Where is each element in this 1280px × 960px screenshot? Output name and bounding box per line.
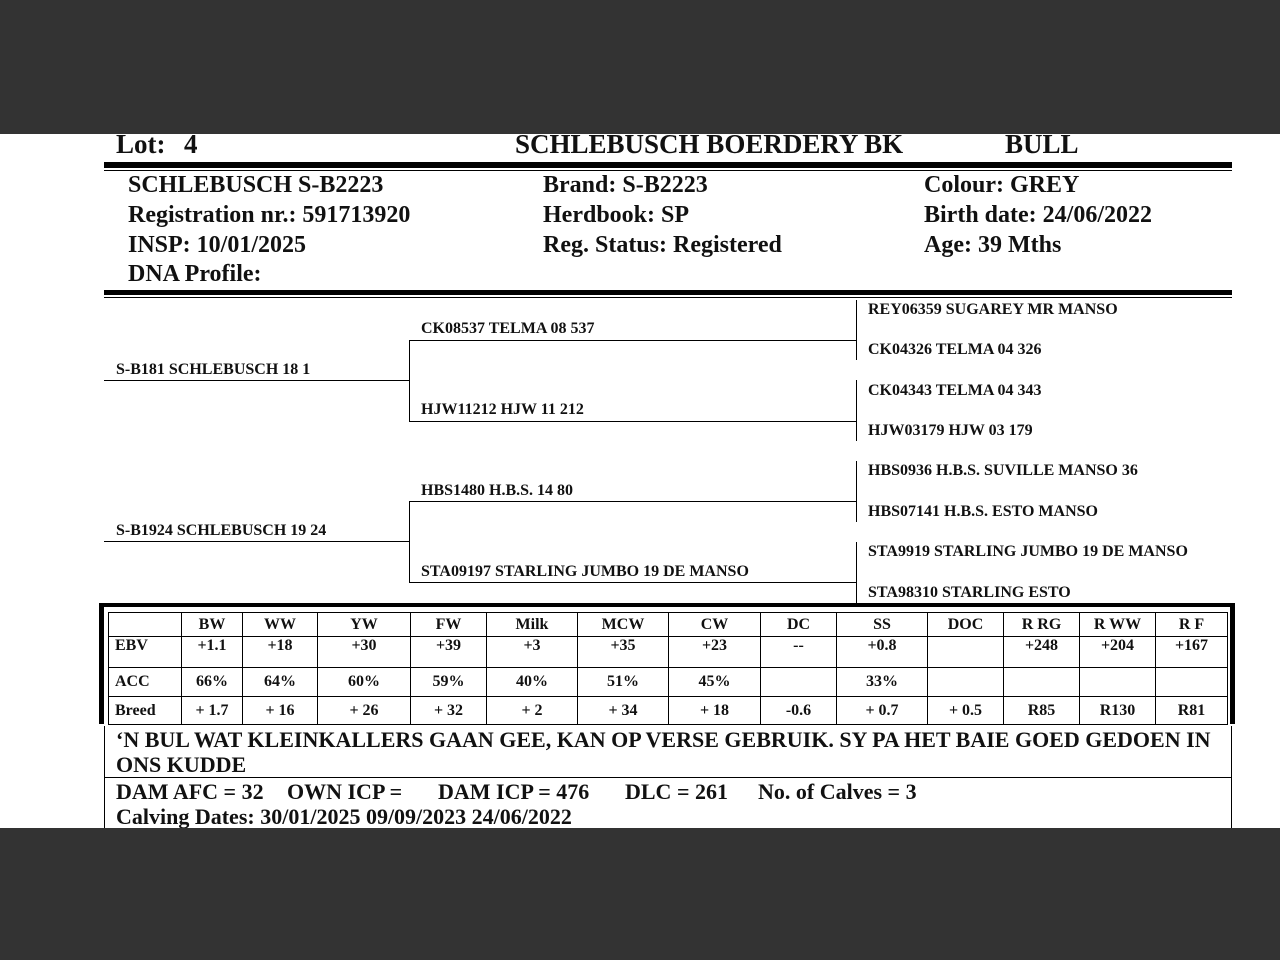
sire-dam: HJW11212 HJW 11 212 [421, 401, 584, 418]
registration-number: Registration nr.: 591713920 [128, 202, 411, 228]
ggp-6: HBS07141 H.B.S. ESTO MANSO [868, 503, 1098, 520]
breed-cell: + 1.7 [182, 697, 243, 725]
acc-row [109, 668, 1228, 697]
sex-label: BULL [1005, 134, 1079, 159]
inspection-date: INSP: 10/01/2025 [128, 232, 307, 258]
ebv-cell: +248 [1004, 637, 1080, 668]
breed-cell: + 16 [243, 697, 318, 725]
lot-sheet [0, 134, 1280, 828]
registration-status: Reg. Status: Registered [543, 232, 782, 258]
breed-cell: R81 [1156, 697, 1228, 725]
sire-bracket [409, 340, 410, 421]
breed-cell: + 0.7 [837, 697, 928, 725]
breed-cell: + 18 [669, 697, 761, 725]
ebv-cell: +35 [578, 637, 669, 668]
breed-row-label: Breed [109, 697, 182, 725]
breed-cell: + 2 [487, 697, 578, 725]
acc-cell: 64% [243, 668, 318, 697]
dam-afc: DAM AFC = 32 [116, 779, 264, 804]
ebv-cell: -- [761, 637, 837, 668]
ebv-header-dc: DC [761, 613, 837, 637]
ebv-cell: +30 [318, 637, 411, 668]
birth-date: Birth date: 24/06/2022 [924, 202, 1152, 228]
own-icp: OWN ICP = [287, 779, 403, 804]
ggp-bracket-2 [856, 380, 857, 441]
ggp-8: STA98310 STARLING ESTO [868, 584, 1071, 601]
animal-name: SCHLEBUSCH S-B2223 [128, 172, 384, 198]
ebv-header-milk: Milk [487, 613, 578, 637]
header-thin-rule [104, 170, 1232, 171]
acc-cell: 33% [837, 668, 928, 697]
acc-cell: 60% [318, 668, 411, 697]
acc-cell: 40% [487, 668, 578, 697]
ebv-header-rf: R F [1156, 613, 1228, 637]
ggp-5: HBS0936 H.B.S. SUVILLE MANSO 36 [868, 462, 1138, 479]
breed-cell: + 0.5 [928, 697, 1004, 725]
ebv-header-fw: FW [411, 613, 487, 637]
ebv-cell: +0.8 [837, 637, 928, 668]
dam-bracket [409, 501, 410, 582]
brand: Brand: S-B2223 [543, 172, 708, 198]
dam-icp: DAM ICP = 476 [438, 779, 590, 804]
number-of-calves: No. of Calves = 3 [758, 779, 917, 804]
breed-cell: + 26 [318, 697, 411, 725]
ebv-header-doc: DOC [928, 613, 1004, 637]
ebv-cell: +3 [487, 637, 578, 668]
sire-line [104, 380, 409, 381]
dam-sire-line [409, 501, 856, 502]
ebv-header-cw: CW [669, 613, 761, 637]
ggp-2: CK04326 TELMA 04 326 [868, 341, 1042, 358]
ggp-1: REY06359 SUGAREY MR MANSO [868, 301, 1118, 318]
info-thin-rule [104, 297, 1232, 298]
ebv-row-label: EBV [109, 637, 182, 668]
sire-sire-line [409, 340, 856, 341]
comment-line-1: ‘N BUL WAT KLEINKALLERS GAAN GEE, KAN OP VERSE GEBRUIK. SY PA HET BAIE GOED GEDOEN IN [116, 727, 1211, 752]
ebv-table [108, 612, 1228, 725]
herdbook: Herdbook: SP [543, 202, 690, 228]
breed-cell: R130 [1080, 697, 1156, 725]
dna-profile: DNA Profile: [128, 261, 262, 287]
ggp-bracket-3 [856, 461, 857, 522]
age: Age: 39 Mths [924, 232, 1062, 258]
ebv-header-bw: BW [182, 613, 243, 637]
ggp-4: HJW03179 HJW 03 179 [868, 422, 1033, 439]
acc-cell [928, 668, 1004, 697]
dam-dam-line [409, 582, 856, 583]
breed-row [109, 697, 1228, 725]
breed-cell: R85 [1004, 697, 1080, 725]
dlc: DLC = 261 [625, 779, 728, 804]
ebv-header-row [109, 613, 1228, 637]
acc-cell: 45% [669, 668, 761, 697]
acc-row-label: ACC [109, 668, 182, 697]
ebv-row [109, 637, 1228, 668]
ebv-header-rrg: R RG [1004, 613, 1080, 637]
acc-cell [1004, 668, 1080, 697]
sire: S-B181 SCHLEBUSCH 18 1 [116, 361, 311, 378]
ebv-header-ss: SS [837, 613, 928, 637]
acc-cell: 59% [411, 668, 487, 697]
ebv-header-rww: R WW [1080, 613, 1156, 637]
dam-dam: STA09197 STARLING JUMBO 19 DE MANSO [421, 563, 749, 580]
acc-cell [761, 668, 837, 697]
ebv-header-yw: YW [318, 613, 411, 637]
ggp-7: STA9919 STARLING JUMBO 19 DE MANSO [868, 543, 1188, 560]
ebv-header-ww: WW [243, 613, 318, 637]
info-thick-rule [104, 290, 1232, 295]
acc-cell [1156, 668, 1228, 697]
ebv-cell: +204 [1080, 637, 1156, 668]
ebv-cell: +18 [243, 637, 318, 668]
ebv-cell: +1.1 [182, 637, 243, 668]
header-thick-rule [104, 162, 1232, 168]
colour: Colour: GREY [924, 172, 1080, 198]
dam-line [104, 541, 409, 542]
dam: S-B1924 SCHLEBUSCH 19 24 [116, 522, 327, 539]
sire-dam-line [409, 421, 856, 422]
ebv-cell: +39 [411, 637, 487, 668]
sire-sire: CK08537 TELMA 08 537 [421, 320, 595, 337]
comment-line-2: ONS KUDDE [116, 752, 247, 777]
ebv-header-mcw: MCW [578, 613, 669, 637]
breed-cell: + 32 [411, 697, 487, 725]
lot-number: 4 [184, 134, 198, 159]
breed-cell: -0.6 [761, 697, 837, 725]
ebv-header-blank [109, 613, 182, 637]
breeder-name: SCHLEBUSCH BOERDERY BK [515, 134, 904, 159]
acc-cell: 51% [578, 668, 669, 697]
ebv-cell: +23 [669, 637, 761, 668]
acc-cell: 66% [182, 668, 243, 697]
acc-cell [1080, 668, 1156, 697]
breed-cell: + 34 [578, 697, 669, 725]
calving-dates: Calving Dates: 30/01/2025 09/09/2023 24/06/2022 [116, 804, 572, 828]
ggp-bracket-4 [856, 542, 857, 603]
lot-label: Lot: [116, 134, 166, 159]
ggp-bracket-1 [856, 300, 857, 360]
ebv-cell [928, 637, 1004, 668]
ebv-cell: +167 [1156, 637, 1228, 668]
ggp-3: CK04343 TELMA 04 343 [868, 382, 1042, 399]
dam-sire: HBS1480 H.B.S. 14 80 [421, 482, 574, 499]
